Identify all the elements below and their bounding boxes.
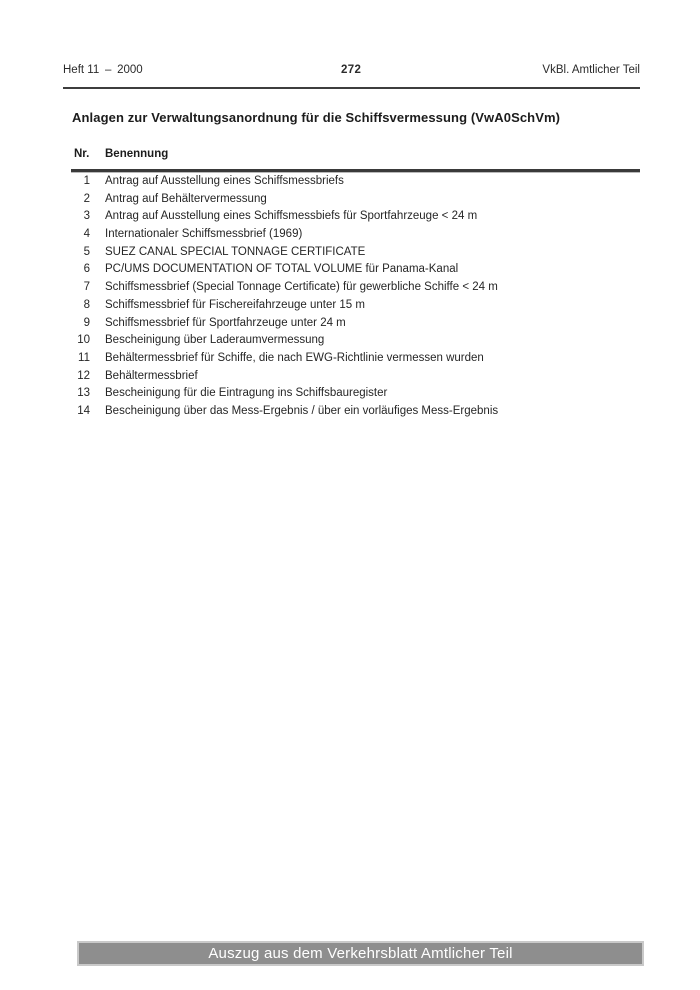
row-name: Bescheinigung über das Mess-Ergebnis / über ein vorläufiges Mess-Ergebnis <box>105 404 499 417</box>
footer-banner-text: Auszug aus dem Verkehrsblatt Amtlicher Teil <box>208 945 513 962</box>
table-row <box>63 405 640 423</box>
row-name: PC/UMS DOCUMENTATION OF TOTAL VOLUME für Panama-Kanal <box>105 263 459 276</box>
row-name: Antrag auf Ausstellung eines Schiffsmessbriefs <box>105 175 344 187</box>
row-number: 1 <box>83 175 90 187</box>
attachments-table <box>63 175 640 423</box>
running-head-issue: Heft 11 – 2000 <box>63 64 143 76</box>
document-title: Anlagen zur Verwaltungsanordnung für die Schiffsvermessung (VwA0SchVm) <box>72 110 561 125</box>
footer-banner <box>77 941 644 966</box>
row-number: 9 <box>83 316 90 329</box>
row-number: 6 <box>83 263 90 276</box>
row-number: 5 <box>83 245 90 258</box>
row-number: 10 <box>77 334 90 347</box>
row-name: Behältermessbrief <box>105 369 198 382</box>
row-name: Bescheinigung über Laderaumvermessung <box>105 334 325 347</box>
table-row <box>63 317 640 335</box>
row-name: Internationaler Schiffsmessbrief (1969) <box>105 228 303 241</box>
row-number: 2 <box>83 192 90 205</box>
table-row <box>63 370 640 388</box>
table-row <box>63 387 640 405</box>
page-number: 272 <box>341 64 362 76</box>
row-name: Schiffsmessbrief (Special Tonnage Certificate) für gewerbliche Schiffe < 24 m <box>105 281 498 294</box>
row-number: 7 <box>83 281 90 294</box>
row-name: SUEZ CANAL SPECIAL TONNAGE CERTIFICATE <box>105 245 366 258</box>
table-row <box>63 334 640 352</box>
row-number: 4 <box>83 228 90 241</box>
head-rule <box>63 87 640 89</box>
row-number: 11 <box>78 351 90 364</box>
table-header <box>63 148 640 164</box>
row-number: 8 <box>83 298 90 311</box>
running-head <box>63 64 640 82</box>
table-row <box>63 210 640 228</box>
table-row <box>63 299 640 317</box>
table-header-rule <box>71 169 640 172</box>
row-name: Antrag auf Behältervermessung <box>105 192 267 205</box>
running-head-source: VkBl. Amtlicher Teil <box>542 64 640 76</box>
row-name: Antrag auf Ausstellung eines Schiffsmessbiefs für Sportfahrzeuge < 24 m <box>105 210 478 223</box>
table-row <box>63 228 640 246</box>
row-name: Schiffsmessbrief für Sportfahrzeuge unter 24 m <box>105 316 346 329</box>
table-row <box>63 281 640 299</box>
row-number: 12 <box>77 369 90 382</box>
table-row <box>63 352 640 370</box>
column-header-nr: Nr. <box>74 148 90 160</box>
row-name: Behältermessbrief für Schiffe, die nach EWG-Richtlinie vermessen wurden <box>105 351 484 364</box>
row-name: Schiffsmessbrief für Fischereifahrzeuge unter 15 m <box>105 298 365 311</box>
row-name: Bescheinigung für die Eintragung ins Schiffsbauregister <box>105 387 388 400</box>
row-number: 3 <box>83 210 90 223</box>
column-header-benennung: Benennung <box>105 148 169 160</box>
table-row <box>63 246 640 264</box>
table-row <box>63 263 640 281</box>
row-number: 14 <box>77 404 90 417</box>
table-row <box>63 193 640 211</box>
row-number: 13 <box>77 387 90 400</box>
table-row <box>63 175 640 193</box>
